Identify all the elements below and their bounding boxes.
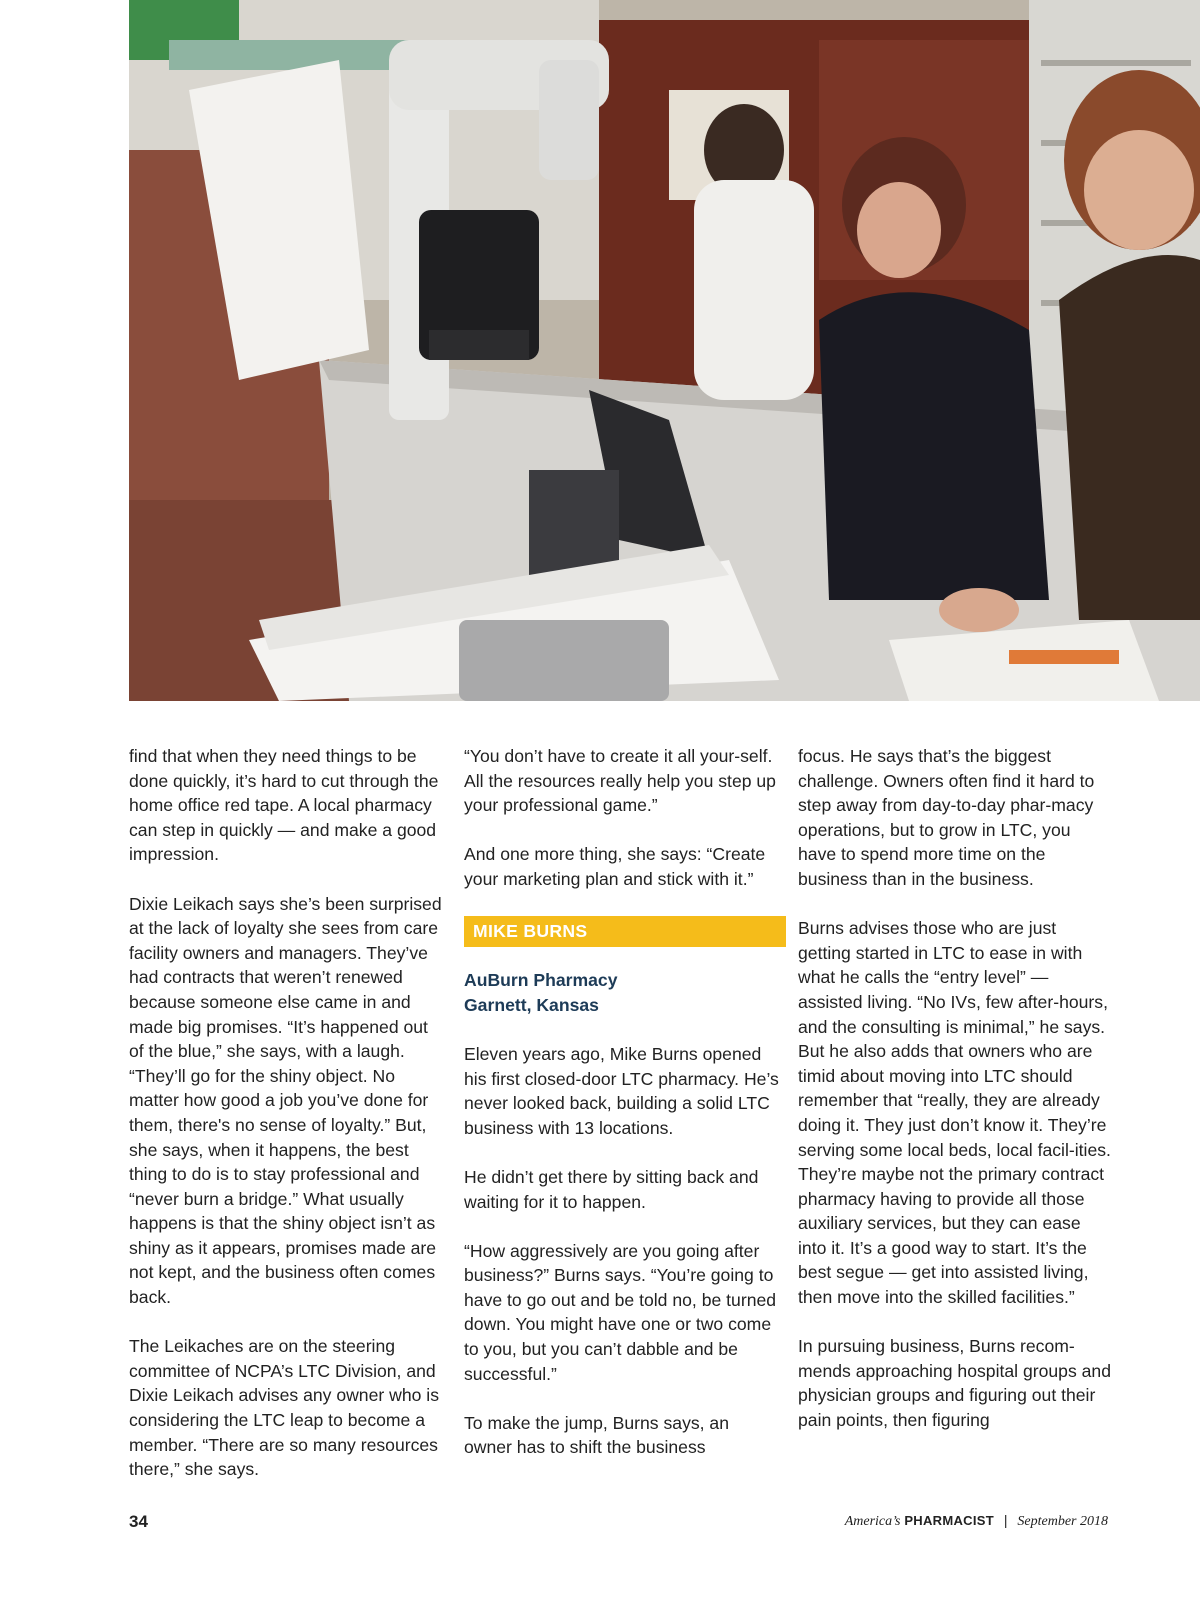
paragraph: focus. He says that’s the biggest challenge. Owners often find it hard to step away from day-to-day phar-macy operations, but to grow in LTC, you have to spend more time on the business than in the business. [798, 746, 1095, 889]
text-column-1 [129, 744, 444, 1482]
paragraph: To make the jump, Burns says, an owner has to shift the business [464, 1412, 730, 1458]
paragraph: “You don’t have to create it all your-self. All the resources really help you step up your professional game.” [464, 746, 776, 816]
paragraph: He didn’t get there by sitting back and waiting for it to happen. [464, 1166, 759, 1212]
page-number: 34 [129, 1512, 148, 1531]
paragraph: Eleven years ago, Mike Burns opened his first closed-door LTC pharmacy. He’s never looked back, building a solid LTC business with 13 locations. [464, 1043, 779, 1138]
section-heading: MIKE BURNS [464, 916, 786, 947]
paragraph: Dixie Leikach says she’s been surprised at the lack of loyalty she sees from care facility owners and managers. They’ve had contracts that weren’t renewed because someone else came in and made big promises. “It’s happened out of the blue,” she says, with a laugh. “They’ll go for the shiny object. No matter how good a job you’ve done for them, there's no sense of loyalty.” But, she says, when it happens, the best thing to do is to stay professional and “never burn a bridge.” What usually happens is that the shiny object isn’t as shiny as it appears, promises made are not kept, and the business often comes back. [129, 893, 442, 1308]
running-footer [845, 1512, 1108, 1530]
pharmacy-location: Garnett, Kansas [464, 994, 599, 1015]
footer-separator: | [1003, 1512, 1008, 1528]
publication-name: PHARMACIST [904, 1513, 994, 1528]
text-column-3 [798, 744, 1113, 1433]
paragraph: And one more thing, she says: “Create your marketing plan and stick with it.” [464, 844, 766, 889]
issue-date: September 2018 [1017, 1514, 1108, 1529]
paragraph: The Leikaches are on the steering committee of NCPA’s LTC Division, and Dixie Leikach advises any owner who is considering the LTC leap to become a member. “There are so many resources there,” she says. [129, 1336, 439, 1480]
pharmacy-name: AuBurn Pharmacy [464, 970, 618, 991]
article-photo [129, 0, 1200, 701]
paragraph: “How aggressively are you going after business?” Burns says. “You’re going to have to go out and be told no, be turned down. You might have one or two come to you, but you can’t dabble and be successful.” [464, 1240, 777, 1384]
paragraph: In pursuing business, Burns recom-mends approaching hospital groups and physician groups and figuring out their pain points, then figuring [798, 1336, 1111, 1431]
paragraph: find that when they need things to be done quickly, it’s hard to cut through the home office red tape. A local pharmacy can step in quickly — and make a good impression. [129, 746, 439, 865]
publication-name-prefix: America’s [844, 1514, 901, 1529]
text-column-2 [464, 744, 779, 1460]
paragraph: Burns advises those who are just getting started in LTC to ease in with what he calls the “entry level” — assisted living. “No IVs, few after-hours, and the consulting is minimal,” he says. But he also adds that owners who are timid about moving into LTC should remember that “really, they are already doing it. They just don’t know it. They’re serving some local beds, local facil-ities. They’re maybe not the primary contract pharmacy having to provide all those auxiliary services, but they can ease into it. It’s a good way to start. It’s the best segue — get into assisted living, then move into the skilled facilities.” [798, 918, 1111, 1308]
profile-subhead [464, 968, 779, 1017]
